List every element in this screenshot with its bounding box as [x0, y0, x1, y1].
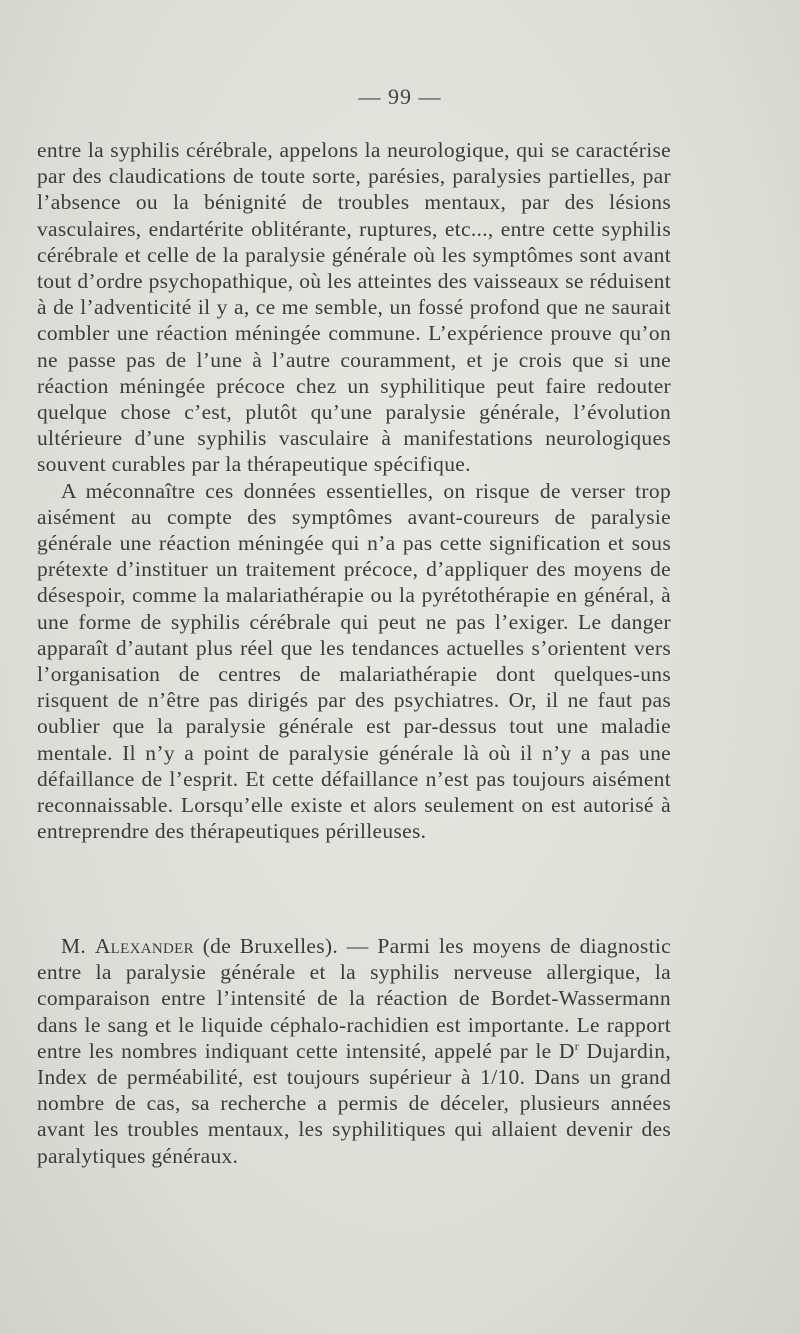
text-block-intervention	[37, 933, 671, 1169]
paragraph-3	[37, 933, 671, 1169]
paragraph-3-text-a: Parmi les moyens de diagnostic entre la paralysie générale et la syphilis nerveuse allergique, la comparaison entre l’intensité de la réaction de Bordet-Wassermann dans le sang et le liquide céphalo-rachidien est importante. Le rapport entre les nombres indiquant cette intensité, appelé par le D	[37, 934, 671, 1063]
speaker-name: Alexander	[94, 934, 194, 958]
paragraph-2: A méconnaître ces données essentielles, on risque de verser trop aisément au compte des symptômes avant-coureurs de paralysie générale une réaction méningée qui n’a pas cette signification et sous prétexte d’instituer un traitement précoce, d’appliquer des moyens de désespoir, comme la malariathérapie ou la pyrétothérapie en général, à une forme de syphilis cérébrale qui peut ne pas l’exiger. Le danger apparaît d’autant plus réel que les tendances actuelles s’orientent vers l’organisation de centres de malariathérapie dont quelques-uns risquent de n’être pas dirigés par des psychiatres. Or, il ne faut pas oublier que la paralysie générale est par-dessus tout une maladie mentale. Il n’y a point de paralysie générale là où il n’y a pas une défaillance de l’esprit. Et cette défaillance n’est pas toujours aisément reconnaissable. Lorsqu’elle existe et alors seulement on est autorisé à entreprendre des thérapeutiques périlleuses.	[37, 478, 671, 844]
speaker-prefix: M.	[61, 934, 87, 958]
text-block-main	[37, 137, 671, 844]
paragraph-3-text-b: Dujardin, Index de perméabilité, est toujours supérieur à 1/10. Dans un grand nombre de cas, sa recherche a permis de déceler, plusieurs années avant les troubles mentaux, les syphilitiques qui allaient devenir des paralytiques généraux.	[37, 1038, 672, 1168]
paragraph-1: entre la syphilis cérébrale, appelons la neurologique, qui se caractérise par des claudications de toute sorte, parésies, paralysies partielles, par l’absence ou la bénignité de troubles mentaux, par des lésions vasculaires, endartérite oblitérante, ruptures, etc..., entre cette syphilis cérébrale et celle de la paralysie générale où les symptômes sont avant tout d’ordre psychopathique, où les atteintes des vaisseaux se réduisent à de l’adventicité il y a, ce me semble, un fossé profond que ne saurait combler une réaction méningée commune. L’expérience prouve qu’on ne passe pas de l’une à l’autre couramment, et je crois que si une réaction méningée précoce chez un syphilitique peut faire redouter quelque chose c’est, plutôt qu’une paralysie générale, l’évolution ultérieure d’une syphilis vasculaire à manifestations neurologiques souvent curables par la thérapeutique spécifique.	[37, 138, 671, 477]
page-number: — 99 —	[358, 84, 442, 109]
doctor-superscript: r	[574, 1038, 580, 1053]
speaker-affiliation: (de Bruxelles). —	[202, 934, 369, 958]
